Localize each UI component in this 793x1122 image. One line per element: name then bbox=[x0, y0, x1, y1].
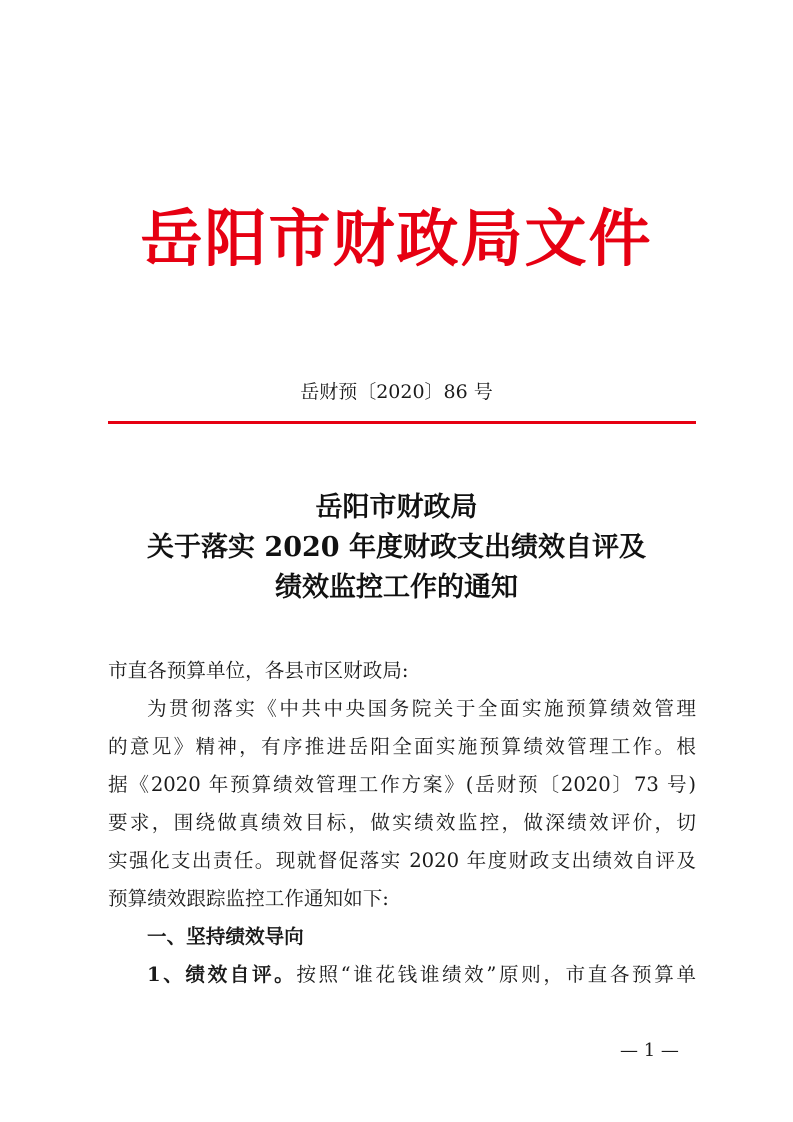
paragraph-line: 实强化支出责任。现就督促落实 2020 年度财政支出绩效自评及 bbox=[108, 849, 696, 872]
section-heading: 一、坚持绩效导向 bbox=[147, 925, 304, 948]
paragraph-line: 要求，围绕做真绩效目标，做实绩效监控，做深绩效评价，切 bbox=[108, 811, 696, 834]
paragraph-line: 为贯彻落实《中共中央国务院关于全面实施预算绩效管理 bbox=[147, 697, 696, 720]
paragraph-line: 据《2020 年预算绩效管理工作方案》(岳财预〔2020〕73 号) bbox=[108, 773, 696, 796]
notice-body bbox=[108, 652, 696, 994]
page-number: — 1 — bbox=[620, 1040, 679, 1061]
salutation: 市直各预算单位，各县市区财政局: bbox=[108, 659, 409, 682]
item-line bbox=[108, 956, 696, 994]
paragraph-line: 预算绩效跟踪监控工作通知如下: bbox=[108, 887, 389, 910]
red-divider-line bbox=[108, 421, 696, 424]
title-line-3: 绩效监控工作的通知 bbox=[275, 572, 518, 603]
document-number: 岳财预〔2020〕86 号 bbox=[300, 381, 493, 403]
paragraph-line: 的意见》精神，有序推进岳阳全面实施预算绩效管理工作。根 bbox=[108, 735, 696, 758]
masthead-title: 岳阳市财政局文件 bbox=[140, 202, 653, 275]
item-label: 1、绩效自评。 bbox=[147, 963, 297, 986]
title-line-2: 关于落实 2020 年度财政支出绩效自评及 bbox=[147, 532, 646, 563]
title-line-1: 岳阳市财政局 bbox=[315, 492, 478, 523]
item-text: 按照“谁花钱谁绩效”原则，市直各预算单 bbox=[296, 963, 696, 986]
notice-title bbox=[0, 488, 793, 608]
